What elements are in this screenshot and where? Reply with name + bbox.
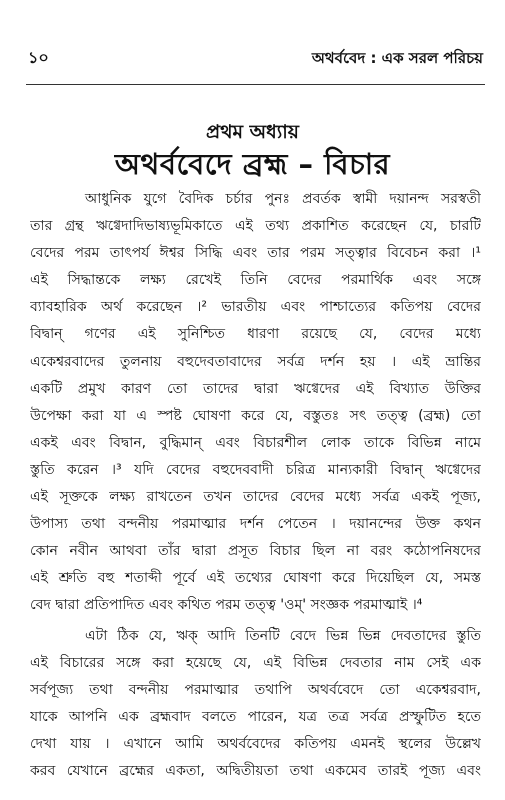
text-line: এই সিদ্ধান্তকে লক্ষ্য রেখেই তিনি বেদের পরমার্থিক এবং সঙ্গে — [30, 272, 481, 289]
text-line: উপাস্য তথা বন্দনীয় পরমাত্মার দর্শন পেতেন । দয়ানন্দের উক্ত কথন — [30, 516, 481, 533]
text-line: একটি প্রমুখ কারণ তো তাদের দ্বারা ঋগ্বেদের এই বিখ্যাত উক্তির — [30, 380, 481, 397]
text-line: দেখা যায় । এখানে আমি অথর্ববেদের কতিপয় এমনই স্থলের উল্লেখ — [30, 735, 481, 752]
paragraph — [30, 186, 481, 620]
text-line: একেশ্বরবাদের তুলনায় বহুদেবতাবাদের সর্বত্র দর্শন হয় । এই ভ্রান্তির — [30, 353, 481, 370]
text-line: ব্যাবহারিক অর্থ করেছেন ।² ভারতীয় এবং পাশ্চাত্যের কতিপয় বেদের — [30, 299, 481, 316]
text-line: বেদ দ্বারা প্রতিপাদিত এবং কথিত পরম তত্ত্ব 'ওম্' সংজ্ঞক পরমাত্মাই ।⁴ — [30, 597, 423, 614]
text-line: উপেক্ষা করা যা এ স্পষ্ট ঘোষণা করে যে, বস্তুতঃ সৎ তত্ত্ব (ব্রহ্ম) তো — [30, 407, 481, 424]
text-line: বিদ্বান্ গণের এই সুনিশ্চিত ধারণা রয়েছে যে, বেদের মধ্যে — [30, 326, 481, 343]
header-rule — [26, 84, 485, 85]
text-line: এই সূক্তকে লক্ষ্য রাখতেন তখন তাদের বেদের মধ্যে সর্বত্র একই পূজ্য, — [30, 489, 481, 506]
text-line: এটা ঠিক যে, ঋক্ আদি তিনটি বেদে ভিন্ন ভিন্ন দেবতাদের স্তুতি — [85, 627, 481, 644]
chapter-label: প্রথম অধ্যায় — [206, 121, 299, 143]
body-text — [30, 186, 481, 785]
text-line: কোন নবীন আথবা তাঁর দ্বারা প্রসূত বিচার ছিল না বরং কঠোপনিষদের — [30, 543, 481, 560]
paragraph — [30, 623, 481, 786]
text-line: এই বিচারের সঙ্গে করা হয়েছে যে, এই বিভিন্ন দেবতার নাম সেই এক — [30, 654, 481, 671]
running-header — [28, 46, 483, 72]
text-line: একই এবং বিদ্বান, বুদ্ধিমান্ এবং বিচারশীল লোক তাকে বিভিন্ন নামে — [30, 434, 481, 451]
text-line: এই শ্রুতি বহু শতাব্দী পূর্বে এই তথ্যের ঘোষণা করে দিয়েছিল যে, সমস্ত — [30, 570, 481, 587]
text-line: তার গ্রন্থ ঋগ্বেদাদিভাষ্যভূমিকাতে এই তথ্য প্রকাশিত করেছেন যে, চারটি — [30, 218, 481, 235]
text-line: করব যেখানে ব্রহ্মের একতা, অদ্বিতীয়তা তথা একমেব তারই পূজ্য এবং — [30, 762, 481, 779]
text-line: সর্বপূজ্য তথা বন্দনীয় পরমাত্মার তথাপি অথর্ববেদে তো একেশ্বরবাদ, — [30, 681, 481, 698]
running-title: অথর্ববেদ : এক সরল পরিচয় — [311, 49, 483, 67]
page-number: ১০ — [28, 48, 49, 67]
text-line: আধুনিক যুগে বৈদিক চর্চার পুনঃ প্রবর্তক স্বামী দয়ানন্দ সরস্বতী — [85, 191, 481, 207]
chapter-title: অথর্ববেদে ব্রহ্ম – বিচার — [114, 147, 391, 181]
text-line: বেদের পরম তাৎপর্য ঈশ্বর সিদ্ধি এবং তার পরম সত্ত্বার বিবেচন করা ।¹ — [30, 245, 481, 262]
text-line: স্তুতি করেন ।³ যদি বেদের বহুদেববাদী চরিত্র মান্যকারী বিদ্বান্ ঋগ্বেদের — [30, 461, 481, 478]
text-line: যাকে আপনি এক ব্রহ্মবাদ বলতে পারেন, যত্র তত্র সর্বত্র প্রস্ফুটিত হতে — [30, 708, 481, 725]
